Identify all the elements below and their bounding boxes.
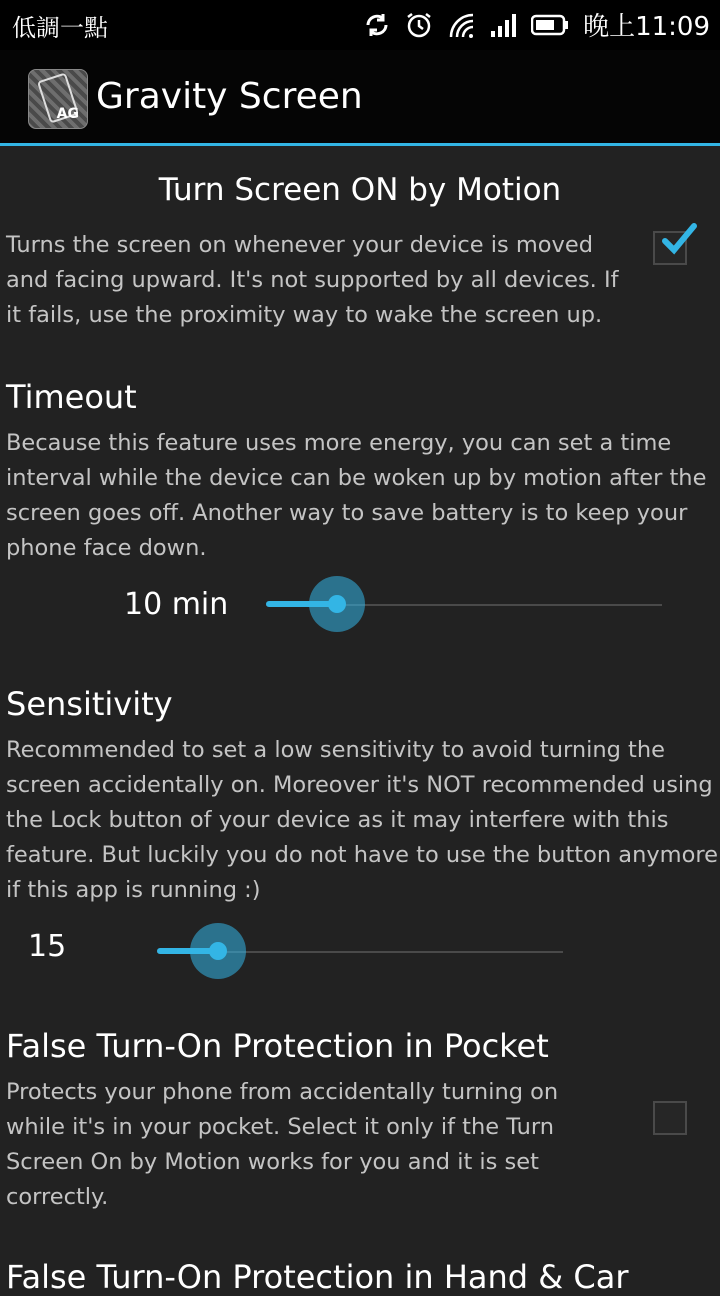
status-bar bbox=[0, 0, 720, 50]
sync-icon bbox=[363, 11, 391, 39]
turn-on-description: Turns the screen on whenever your device is moved and facing upward. It's not supported by all devices. If it fails, use the proximity way to wake the screen up. bbox=[6, 232, 619, 328]
check-mark-icon bbox=[659, 219, 699, 259]
signal-icon bbox=[489, 11, 517, 39]
hand-car-heading: False Turn-On Protection in Hand & Car bbox=[6, 1258, 629, 1296]
pocket-checkbox[interactable] bbox=[653, 1101, 687, 1135]
app-icon-letters: AG bbox=[56, 106, 79, 122]
timeout-slider[interactable] bbox=[266, 576, 662, 632]
pocket-description: Protects your phone from accidentally turning on while it's in your pocket. Select it only if the Turn Screen On by Motion works for you and it is set correctly. bbox=[6, 1079, 559, 1210]
timeout-value: 10 min bbox=[124, 587, 229, 622]
turn-on-checkbox[interactable] bbox=[653, 231, 687, 265]
action-bar bbox=[0, 50, 720, 146]
wifi-icon bbox=[447, 11, 475, 39]
alarm-icon bbox=[405, 11, 433, 39]
timeout-heading: Timeout bbox=[6, 378, 137, 416]
battery-icon bbox=[531, 11, 569, 39]
sensitivity-slider-thumb[interactable] bbox=[190, 923, 246, 979]
app-icon[interactable] bbox=[28, 69, 88, 129]
sensitivity-value: 15 bbox=[28, 929, 67, 964]
pocket-heading: False Turn-On Protection in Pocket bbox=[6, 1027, 549, 1065]
timeout-description: Because this feature uses more energy, you can set a time interval while the device can be woken up by motion after the screen goes off. Another way to save battery is to keep your phone face down. bbox=[6, 430, 707, 561]
turn-on-title: Turn Screen ON by Motion bbox=[158, 172, 562, 208]
sensitivity-slider[interactable] bbox=[157, 923, 563, 979]
carrier-label: 低調一點 bbox=[12, 14, 108, 42]
app-title: Gravity Screen bbox=[96, 76, 363, 117]
timeout-slider-thumb[interactable] bbox=[309, 576, 365, 632]
sensitivity-heading: Sensitivity bbox=[6, 685, 173, 723]
sensitivity-description: Recommended to set a low sensitivity to avoid turning the screen accidentally on. Moreover it's NOT recommended using the Lock button of your device as it may interfere with this feature. But luckily you do not have to use the button anymore if this app is running :) bbox=[6, 737, 718, 903]
clock: 晚上11:09 bbox=[583, 12, 710, 42]
